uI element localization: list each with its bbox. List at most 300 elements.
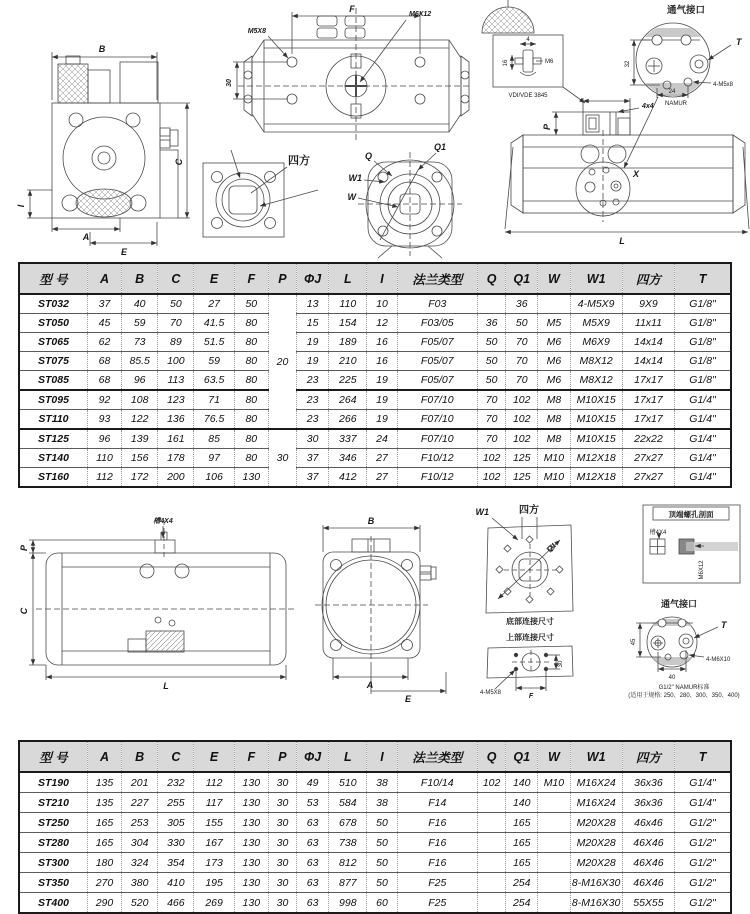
q1-label: Q1 xyxy=(434,142,447,152)
column-header-15: 四方 xyxy=(622,741,674,772)
value-cell: F25 xyxy=(397,873,477,893)
model-cell: ST250 xyxy=(19,813,87,833)
value-cell: 62 xyxy=(87,333,121,352)
value-cell: G1/2" xyxy=(675,873,731,893)
value-cell: 30 xyxy=(268,833,296,853)
vent-port-title-top: 通气接口 xyxy=(666,5,706,16)
front-view-drawing xyxy=(505,97,749,232)
value-cell: 125 xyxy=(506,449,538,468)
square-label: 四方 xyxy=(288,155,310,167)
value-cell: M5 xyxy=(538,314,570,333)
value-cell: 225 xyxy=(329,371,367,391)
value-cell: 10 xyxy=(367,294,397,314)
value-cell: G1/4" xyxy=(675,468,731,488)
value-cell: 46X46 xyxy=(622,873,674,893)
dim-b-label-mid: B xyxy=(367,516,375,526)
label-4x4: 4x4 xyxy=(642,103,654,110)
square-title-mid: 四方 xyxy=(519,505,539,516)
value-cell: 70 xyxy=(506,333,538,352)
table-row xyxy=(19,793,731,813)
screw-box-m6x12-label: M6X12 xyxy=(699,560,705,580)
value-cell: 70 xyxy=(478,390,506,410)
value-cell: M12X18 xyxy=(570,449,622,468)
table-row xyxy=(19,893,731,914)
value-cell: 510 xyxy=(329,772,367,793)
model-cell: ST125 xyxy=(19,429,87,449)
w1-label-mid: W1 xyxy=(475,507,489,517)
value-cell: 70 xyxy=(158,314,194,333)
column-header-3: C xyxy=(158,263,194,294)
side-view-drawing xyxy=(27,52,190,246)
value-cell: 8-M16X30 xyxy=(570,893,622,914)
value-cell: 37 xyxy=(297,468,329,488)
table-row xyxy=(19,390,731,410)
value-cell: G1/2" xyxy=(675,853,731,873)
value-cell: 9X9 xyxy=(622,294,674,314)
value-cell: 584 xyxy=(329,793,367,813)
value-cell: 678 xyxy=(329,813,367,833)
value-cell: M20X28 xyxy=(570,833,622,853)
value-cell: 63 xyxy=(297,853,329,873)
table-row xyxy=(19,352,731,371)
column-header-6: P xyxy=(268,741,296,772)
model-cell: ST110 xyxy=(19,410,87,430)
model-cell: ST075 xyxy=(19,352,87,371)
column-header-11: Q xyxy=(478,263,506,294)
value-cell: 22x22 xyxy=(622,429,674,449)
value-cell: 110 xyxy=(329,294,367,314)
value-cell: 173 xyxy=(194,853,234,873)
dim-a-label: A xyxy=(82,232,90,242)
value-cell: 12 xyxy=(367,314,397,333)
column-header-8: L xyxy=(329,263,367,294)
value-cell: 324 xyxy=(122,853,158,873)
value-cell: G1/4" xyxy=(675,772,731,793)
value-cell: 139 xyxy=(122,429,158,449)
value-cell: M10 xyxy=(538,449,570,468)
value-cell xyxy=(478,813,506,833)
value-cell: F05/07 xyxy=(397,352,477,371)
value-cell: 305 xyxy=(158,813,194,833)
model-cell: ST280 xyxy=(19,833,87,853)
model-cell: ST050 xyxy=(19,314,87,333)
value-cell: 269 xyxy=(194,893,234,914)
value-cell: 154 xyxy=(329,314,367,333)
value-cell xyxy=(478,893,506,914)
value-cell: 92 xyxy=(87,390,121,410)
value-cell: 46x46 xyxy=(622,813,674,833)
value-cell: 254 xyxy=(506,893,538,914)
value-cell: M20X28 xyxy=(570,813,622,833)
column-header-12: Q1 xyxy=(506,741,538,772)
model-cell: ST095 xyxy=(19,390,87,410)
value-cell: G1/4" xyxy=(675,390,731,410)
value-cell: 63 xyxy=(297,833,329,853)
value-cell: 112 xyxy=(87,468,121,488)
value-cell: G1/2" xyxy=(675,893,731,914)
column-header-10: 法兰类型 xyxy=(397,263,477,294)
value-cell: M8 xyxy=(538,390,570,410)
value-cell: 38 xyxy=(367,772,397,793)
value-cell: 156 xyxy=(122,449,158,468)
value-cell: 80 xyxy=(234,390,268,410)
column-header-13: W xyxy=(538,263,570,294)
value-cell: 130 xyxy=(234,893,268,914)
top-drawings xyxy=(0,0,750,262)
value-cell: 264 xyxy=(329,390,367,410)
value-cell: 102 xyxy=(478,772,506,793)
value-cell: M10X15 xyxy=(570,410,622,430)
value-cell: 140 xyxy=(506,793,538,813)
dim-a-label-mid: A xyxy=(366,680,374,690)
dim-l-label-front: L xyxy=(619,236,625,246)
value-cell: 346 xyxy=(329,449,367,468)
value-cell: 738 xyxy=(329,833,367,853)
model-cell: ST300 xyxy=(19,853,87,873)
value-cell: 254 xyxy=(506,873,538,893)
column-header-12: Q1 xyxy=(506,263,538,294)
value-cell: 73 xyxy=(122,333,158,352)
table-header-row xyxy=(19,741,731,772)
column-header-11: Q xyxy=(478,741,506,772)
value-cell: 130 xyxy=(234,853,268,873)
value-cell: 100 xyxy=(158,352,194,371)
value-cell: 93 xyxy=(87,410,121,430)
value-cell: 13 xyxy=(297,294,329,314)
value-cell xyxy=(478,294,506,314)
top-view-drawing xyxy=(233,8,472,140)
namur-std-caption: G1/2" NAMUR标准 xyxy=(658,685,710,691)
bolt-4m6x10-label: 4-M6X10 xyxy=(706,657,731,663)
value-cell: 49 xyxy=(297,772,329,793)
value-cell: 30 xyxy=(268,893,296,914)
value-cell: 812 xyxy=(329,853,367,873)
value-cell: 53 xyxy=(297,793,329,813)
value-cell: 19 xyxy=(297,352,329,371)
value-cell: M6 xyxy=(538,333,570,352)
value-cell: 97 xyxy=(194,449,234,468)
column-header-1: A xyxy=(87,741,121,772)
table-row xyxy=(19,371,731,391)
bolt-4m5x8-label-mid: 4-M5X8 xyxy=(480,690,502,696)
model-cell: ST160 xyxy=(19,468,87,488)
column-header-15: 四方 xyxy=(622,263,674,294)
value-cell: 8-M16X30 xyxy=(570,873,622,893)
namur-caption: NAMUR xyxy=(665,101,687,107)
value-cell: 27 xyxy=(194,294,234,314)
column-header-4: E xyxy=(194,741,234,772)
value-cell: 136 xyxy=(158,410,194,430)
value-cell: F07/10 xyxy=(397,429,477,449)
value-cell: 4-M5X9 xyxy=(570,294,622,314)
value-cell: 45 xyxy=(87,314,121,333)
value-cell: 123 xyxy=(158,390,194,410)
value-cell: 37 xyxy=(87,294,121,314)
value-cell: F03/05 xyxy=(397,314,477,333)
value-cell: F05/07 xyxy=(397,333,477,352)
value-cell: M6 xyxy=(538,371,570,391)
value-cell: 50 xyxy=(478,371,506,391)
table-row xyxy=(19,294,731,314)
value-cell: 110 xyxy=(87,449,121,468)
table-row xyxy=(19,833,731,853)
dim-b-label: B xyxy=(98,44,106,54)
dim-e-label-mid: E xyxy=(404,694,412,704)
value-cell: F10/12 xyxy=(397,449,477,468)
value-cell: 227 xyxy=(122,793,158,813)
value-cell: M6 xyxy=(538,352,570,371)
value-cell: M8X12 xyxy=(570,371,622,391)
value-cell: 50 xyxy=(506,314,538,333)
dim-30-label: 30 xyxy=(226,79,233,87)
value-cell: 68 xyxy=(87,352,121,371)
value-cell: 50 xyxy=(478,333,506,352)
value-cell: 85 xyxy=(194,429,234,449)
t-label-top: T xyxy=(736,37,742,47)
value-cell: F05/07 xyxy=(397,371,477,391)
value-cell: 180 xyxy=(87,853,121,873)
dim-c-label-mid: C xyxy=(19,607,29,615)
table-row xyxy=(19,333,731,352)
vdi-dim-16: 16 xyxy=(503,59,509,67)
column-header-2: B xyxy=(122,263,158,294)
value-cell: F16 xyxy=(397,853,477,873)
dim-l-label-mid: L xyxy=(163,681,169,691)
value-cell: M20X28 xyxy=(570,853,622,873)
value-cell: M8X12 xyxy=(570,352,622,371)
screw-box-slot-label: 槽4X4 xyxy=(649,530,667,536)
value-cell: 165 xyxy=(506,813,538,833)
value-cell: 130 xyxy=(234,772,268,793)
column-header-13: W xyxy=(538,741,570,772)
value-cell: 36 xyxy=(506,294,538,314)
value-cell xyxy=(478,853,506,873)
value-cell: 50 xyxy=(158,294,194,314)
value-cell: 466 xyxy=(158,893,194,914)
value-cell: 877 xyxy=(329,873,367,893)
value-cell: 102 xyxy=(506,429,538,449)
value-cell: 290 xyxy=(87,893,121,914)
table-row xyxy=(19,449,731,468)
value-cell: 15 xyxy=(297,314,329,333)
value-cell: 19 xyxy=(367,371,397,391)
table-row xyxy=(19,853,731,873)
value-cell: 59 xyxy=(122,314,158,333)
dim-24-label: 24 xyxy=(668,89,676,95)
value-cell: 14x14 xyxy=(622,352,674,371)
value-cell: 330 xyxy=(158,833,194,853)
value-cell: 51.5 xyxy=(194,333,234,352)
dim-i-label: I xyxy=(16,204,26,208)
value-cell: 165 xyxy=(506,853,538,873)
table-row xyxy=(19,429,731,449)
value-cell: 76.5 xyxy=(194,410,234,430)
value-cell: 37 xyxy=(297,449,329,468)
column-header-14: W1 xyxy=(570,263,622,294)
value-cell: 102 xyxy=(506,410,538,430)
value-cell: 80 xyxy=(234,371,268,391)
column-header-9: I xyxy=(367,263,397,294)
value-cell: 11x11 xyxy=(622,314,674,333)
value-cell: 130 xyxy=(234,833,268,853)
value-cell: 70 xyxy=(478,410,506,430)
value-cell: 412 xyxy=(329,468,367,488)
column-header-0: 型 号 xyxy=(19,263,87,294)
value-cell: 50 xyxy=(478,352,506,371)
table-row xyxy=(19,468,731,488)
value-cell: 30 xyxy=(268,853,296,873)
vdi-dim-4: 4 xyxy=(526,37,530,43)
value-cell: G1/4" xyxy=(675,449,731,468)
column-header-5: F xyxy=(234,263,268,294)
column-header-0: 型 号 xyxy=(19,741,87,772)
dim-30-label-mid: 30 xyxy=(558,660,564,668)
value-cell: 19 xyxy=(367,410,397,430)
value-cell xyxy=(538,813,570,833)
value-cell: 85.5 xyxy=(122,352,158,371)
value-cell xyxy=(538,294,570,314)
value-cell: 80 xyxy=(234,410,268,430)
value-cell: F03 xyxy=(397,294,477,314)
value-cell: 36 xyxy=(478,314,506,333)
value-cell: 80 xyxy=(234,429,268,449)
value-cell: 30 xyxy=(268,772,296,793)
value-cell: 380 xyxy=(122,873,158,893)
bottom-view-drawing xyxy=(358,152,462,258)
value-cell: 113 xyxy=(158,371,194,391)
value-cell: 80 xyxy=(234,352,268,371)
value-cell: 63 xyxy=(297,873,329,893)
value-cell: F14 xyxy=(397,793,477,813)
dim-p-label-mid: P xyxy=(19,544,29,552)
column-header-7: ΦJ xyxy=(297,741,329,772)
column-header-3: C xyxy=(158,741,194,772)
value-cell: 201 xyxy=(122,772,158,793)
value-cell: 68 xyxy=(87,371,121,391)
table-row xyxy=(19,410,731,430)
value-cell: F16 xyxy=(397,833,477,853)
vdi-caption: VDI/VDE 3845 xyxy=(508,93,548,99)
middle-drawings xyxy=(0,492,750,738)
value-cell: 96 xyxy=(87,429,121,449)
value-cell: 270 xyxy=(87,873,121,893)
value-cell: 19 xyxy=(367,390,397,410)
value-cell: 50 xyxy=(367,873,397,893)
value-cell: G1/2" xyxy=(675,833,731,853)
slot-4x4-label: 槽4X4 xyxy=(153,518,173,525)
value-cell: 60 xyxy=(367,893,397,914)
value-cell: 266 xyxy=(329,410,367,430)
value-cell: 165 xyxy=(506,833,538,853)
value-cell: 63 xyxy=(297,893,329,914)
model-cell: ST140 xyxy=(19,449,87,468)
dim-f-label-mid: F xyxy=(528,693,534,700)
value-cell: 55X55 xyxy=(622,893,674,914)
m5x8-label: M5X8 xyxy=(247,28,266,35)
value-cell: 96 xyxy=(122,371,158,391)
vdi-detail-drawing xyxy=(482,0,585,103)
value-cell: 102 xyxy=(506,390,538,410)
model-cell: ST065 xyxy=(19,333,87,352)
value-cell: 36x36 xyxy=(622,772,674,793)
value-cell: 195 xyxy=(194,873,234,893)
table-row xyxy=(19,813,731,833)
value-cell: 80 xyxy=(234,333,268,352)
big-front-view-drawing xyxy=(29,520,296,680)
value-cell: M10X15 xyxy=(570,429,622,449)
value-cell xyxy=(538,893,570,914)
value-cell xyxy=(538,833,570,853)
value-cell: 140 xyxy=(506,772,538,793)
value-cell: 520 xyxy=(122,893,158,914)
value-cell: G1/8" xyxy=(675,371,731,391)
value-cell: M10X15 xyxy=(570,390,622,410)
value-cell: 167 xyxy=(194,833,234,853)
value-cell: 80 xyxy=(234,314,268,333)
model-cell: ST085 xyxy=(19,371,87,391)
value-cell: 16 xyxy=(367,352,397,371)
column-header-14: W1 xyxy=(570,741,622,772)
table-header-row xyxy=(19,263,731,294)
p-group-cell: 20 xyxy=(268,294,296,429)
value-cell: 102 xyxy=(478,449,506,468)
value-cell: 30 xyxy=(268,793,296,813)
value-cell: 63 xyxy=(297,813,329,833)
dim-45-label: 45 xyxy=(631,638,637,646)
bottom-conn-caption: 底部连接尺寸 xyxy=(506,617,554,626)
value-cell: M5X9 xyxy=(570,314,622,333)
w-label: W xyxy=(347,192,356,202)
bolt-4m5x8-label: 4-M5x8 xyxy=(713,82,734,88)
value-cell: 155 xyxy=(194,813,234,833)
value-cell: 172 xyxy=(122,468,158,488)
value-cell: 117 xyxy=(194,793,234,813)
value-cell: 23 xyxy=(297,390,329,410)
value-cell xyxy=(478,793,506,813)
value-cell: G1/4" xyxy=(675,793,731,813)
value-cell: 210 xyxy=(329,352,367,371)
column-header-6: P xyxy=(268,263,296,294)
value-cell: 30 xyxy=(268,873,296,893)
value-cell: 17x17 xyxy=(622,390,674,410)
value-cell: 27 xyxy=(367,449,397,468)
value-cell: 189 xyxy=(329,333,367,352)
dimension-table-small-models xyxy=(18,262,732,488)
dim-40-label: 40 xyxy=(668,675,676,681)
value-cell: 135 xyxy=(87,793,121,813)
value-cell: M8 xyxy=(538,410,570,430)
value-cell: 41.5 xyxy=(194,314,234,333)
x-label: X xyxy=(633,169,640,179)
value-cell: 410 xyxy=(158,873,194,893)
w1-label: W1 xyxy=(348,173,362,183)
value-cell: M6X9 xyxy=(570,333,622,352)
value-cell: 24 xyxy=(367,429,397,449)
value-cell: 70 xyxy=(506,352,538,371)
model-cell: ST032 xyxy=(19,294,87,314)
column-header-4: E xyxy=(194,263,234,294)
value-cell: 70 xyxy=(478,429,506,449)
value-cell: 232 xyxy=(158,772,194,793)
end-view-drawing xyxy=(315,525,446,694)
dimension-table-large-models xyxy=(18,740,732,914)
value-cell: 70 xyxy=(506,371,538,391)
value-cell: 130 xyxy=(234,813,268,833)
value-cell: G1/8" xyxy=(675,333,731,352)
value-cell: 108 xyxy=(122,390,158,410)
value-cell: 16 xyxy=(367,333,397,352)
column-header-1: A xyxy=(87,263,121,294)
